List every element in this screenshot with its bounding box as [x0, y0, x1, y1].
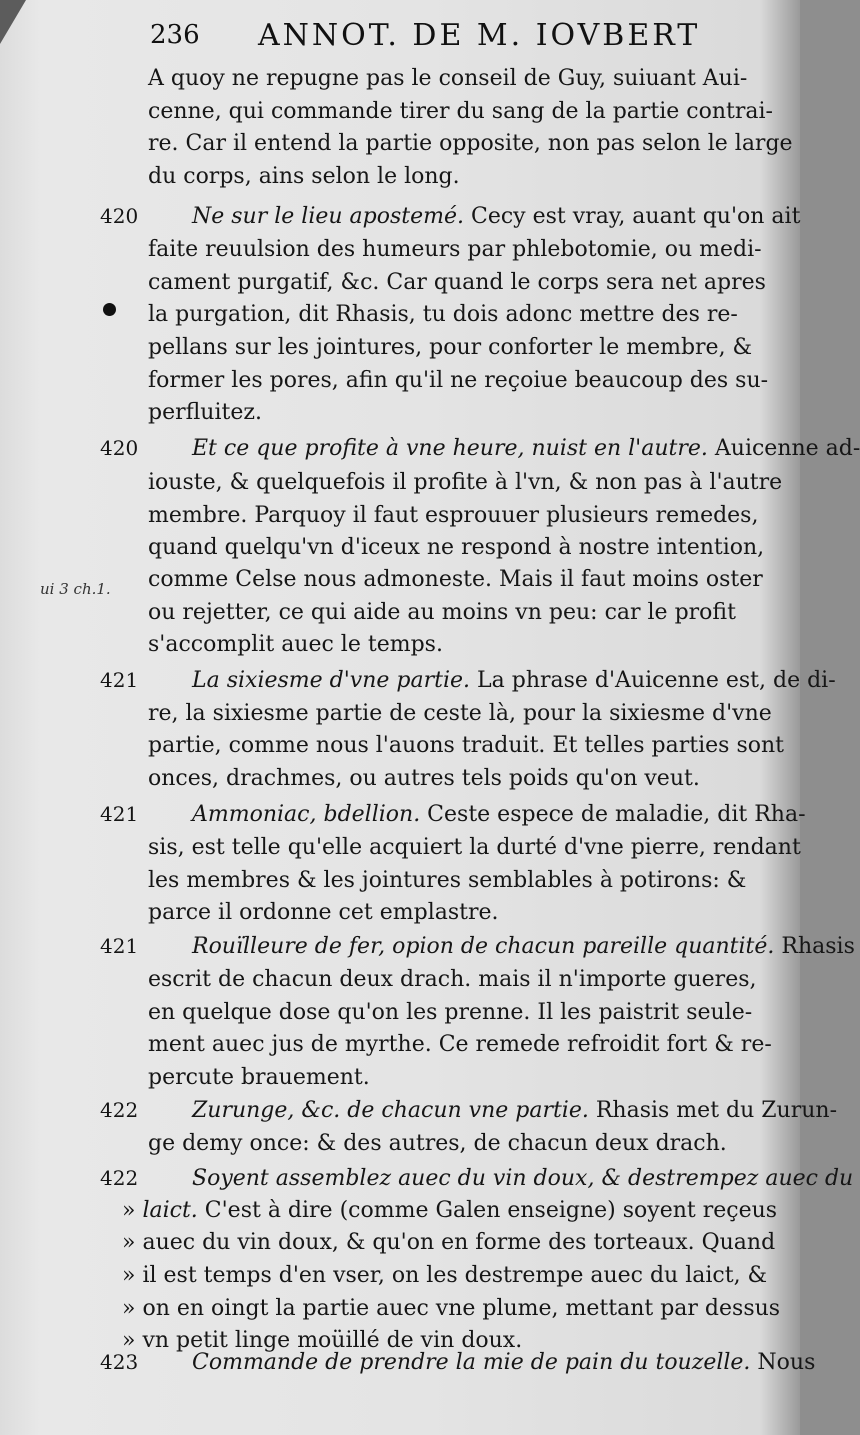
text-line — [148, 864, 773, 898]
lemma-italic: Zurunge, &c. de chacun vne partie. — [192, 1098, 589, 1123]
margin-entry-number: 423 — [100, 1350, 139, 1374]
commentary-text: Auicenne ad- — [707, 436, 860, 461]
page-corner-fold — [0, 0, 26, 44]
margin-entry-number: 421 — [100, 668, 139, 692]
margin-entry-number: 422 — [100, 1098, 139, 1122]
margin-entry-number: 421 — [100, 934, 139, 958]
text-line — [148, 364, 773, 398]
text-line — [148, 831, 801, 865]
margin-entry-number: 420 — [100, 436, 139, 460]
commentary-text: vn petit linge moüillé de vin doux. — [142, 1328, 523, 1353]
commentary-text: escrit de chacun deux drach. mais il n'importe gueres, — [148, 967, 757, 992]
lemma-italic: Ammoniac, bdellion. — [192, 802, 421, 827]
commentary-text: re. Car il entend la partie opposite, non pas selon le large — [148, 131, 793, 156]
text-line — [148, 963, 773, 997]
commentary-text: ou rejetter, ce qui aide au moins vn peu: car le profit — [148, 600, 736, 625]
lemma-italic: La sixiesme d'vne partie. — [192, 668, 471, 693]
quotation-mark: » — [122, 1230, 143, 1255]
commentary-text: parce il ordonne cet emplastre. — [148, 900, 499, 925]
text-line — [148, 628, 773, 662]
running-title: ANNOT. DE M. IOVBERT — [258, 18, 701, 53]
text-line — [192, 1094, 838, 1128]
text-line — [192, 1346, 816, 1380]
text-line — [148, 996, 773, 1030]
commentary-text: iouste, & quelquefois il profite à l'vn, & non pas à l'autre — [148, 470, 783, 495]
text-line — [148, 1127, 773, 1161]
commentary-text: percute brauement. — [148, 1065, 370, 1090]
lemma-italic: Commande de prendre la mie de pain du touzelle. — [192, 1350, 751, 1375]
commentary-text: C'est à dire (comme Galen enseigne) soyent reçeus — [197, 1198, 778, 1223]
text-line — [122, 1292, 781, 1326]
commentary-text: former les pores, afin qu'il ne reçoiue beaucoup des su- — [148, 368, 769, 393]
text-line — [122, 1194, 778, 1228]
commentary-text: les membres & les jointures semblables à potirons: & — [148, 868, 747, 893]
commentary-text: partie, comme nous l'auons traduit. Et telles parties sont — [148, 733, 784, 758]
text-line — [148, 266, 773, 300]
commentary-text: en quelque dose qu'on les prenne. Il les paistrit seule- — [148, 1000, 753, 1025]
quotation-mark: » — [122, 1198, 143, 1223]
text-line — [148, 596, 773, 630]
commentary-text: il est temps d'en vser, on les destrempe auec du laict, & — [142, 1263, 768, 1288]
commentary-text: A quoy ne repugne pas le conseil de Guy, suiuant Aui- — [148, 66, 748, 91]
commentary-text: ge demy once: & des autres, de chacun deux drach. — [148, 1131, 727, 1156]
text-line — [148, 396, 773, 430]
lemma-italic: Ne sur le lieu apostemé. — [192, 204, 465, 229]
text-line — [148, 233, 773, 267]
text-line — [148, 160, 773, 194]
text-line — [192, 664, 836, 698]
commentary-text: cament purgatif, &c. Car quand le corps sera net apres — [148, 270, 766, 295]
margin-entry-number: 422 — [100, 1166, 139, 1190]
text-line — [148, 729, 784, 763]
text-line — [122, 1226, 776, 1260]
text-line — [122, 1259, 773, 1293]
commentary-text: perfluitez. — [148, 400, 262, 425]
text-line — [148, 563, 773, 597]
text-line — [192, 930, 855, 964]
commentary-text: faite reuulsion des humeurs par phlebotomie, ou medi- — [148, 237, 762, 262]
quotation-mark: » — [122, 1263, 143, 1288]
commentary-text: on en oingt la partie auec vne plume, mettant par dessus — [142, 1296, 781, 1321]
quotation-mark: » — [122, 1296, 143, 1321]
commentary-text: Nous — [750, 1350, 816, 1375]
commentary-text: pellans sur les jointures, pour conforter le membre, & — [148, 335, 753, 360]
commentary-text: Cecy est vray, auant qu'on ait — [464, 204, 801, 229]
commentary-text: membre. Parquoy il faut esprouuer plusieurs remedes, — [148, 503, 759, 528]
lemma-italic: Et ce que profite à vne heure, nuist en l'autre. — [192, 436, 708, 461]
text-line — [148, 466, 783, 500]
ink-blot — [103, 303, 116, 316]
text-line — [148, 697, 773, 731]
text-line — [148, 95, 773, 129]
lemma-italic: Rouïlleure de fer, opion de chacun pareille quantité. — [192, 934, 775, 959]
text-line — [148, 331, 773, 365]
text-line — [148, 1028, 773, 1062]
commentary-text: quand quelqu'vn d'iceux ne respond à nostre intention, — [148, 535, 765, 560]
lemma-italic: Soyent assemblez auec du vin doux, & destrempez auec du — [192, 1166, 854, 1191]
text-line — [148, 499, 773, 533]
text-line — [148, 531, 773, 565]
text-line — [148, 298, 773, 332]
lemma-italic: laict. — [142, 1198, 198, 1223]
text-line — [192, 432, 860, 466]
side-reference-note: ui 3 ch.1. — [40, 580, 111, 598]
commentary-text: sis, est telle qu'elle acquiert la durté d'vne pierre, rendant — [148, 835, 801, 860]
text-line — [148, 127, 793, 161]
commentary-text: auec du vin doux, & qu'on en forme des torteaux. Quand — [142, 1230, 776, 1255]
margin-entry-number: 420 — [100, 204, 139, 228]
text-line — [192, 200, 801, 234]
page-number: 236 — [150, 20, 200, 50]
margin-entry-number: 421 — [100, 802, 139, 826]
commentary-text: ment auec jus de myrthe. Ce remede refroidit fort & re- — [148, 1032, 772, 1057]
commentary-text: Rhasis — [774, 934, 855, 959]
commentary-text: s'accomplit auec le temps. — [148, 632, 443, 657]
text-line — [148, 896, 773, 930]
text-line — [192, 1162, 854, 1196]
commentary-text: du corps, ains selon le long. — [148, 164, 460, 189]
text-line — [148, 762, 773, 796]
text-line — [148, 1061, 773, 1095]
commentary-text: Ceste espece de maladie, dit Rha- — [420, 802, 806, 827]
text-line — [192, 798, 806, 832]
commentary-text: cenne, qui commande tirer du sang de la partie contrai- — [148, 99, 773, 124]
text-line — [148, 62, 773, 96]
commentary-text: comme Celse nous admoneste. Mais il faut moins oster — [148, 567, 763, 592]
commentary-text: re, la sixiesme partie de ceste là, pour la sixiesme d'vne — [148, 701, 772, 726]
commentary-text: La phrase d'Auicenne est, de di- — [470, 668, 836, 693]
commentary-text: la purgation, dit Rhasis, tu dois adonc mettre des re- — [148, 302, 738, 327]
running-header — [150, 18, 790, 58]
commentary-text: Rhasis met du Zurun- — [588, 1098, 838, 1123]
quotation-mark: » — [122, 1328, 143, 1353]
commentary-text: onces, drachmes, ou autres tels poids qu'on veut. — [148, 766, 700, 791]
